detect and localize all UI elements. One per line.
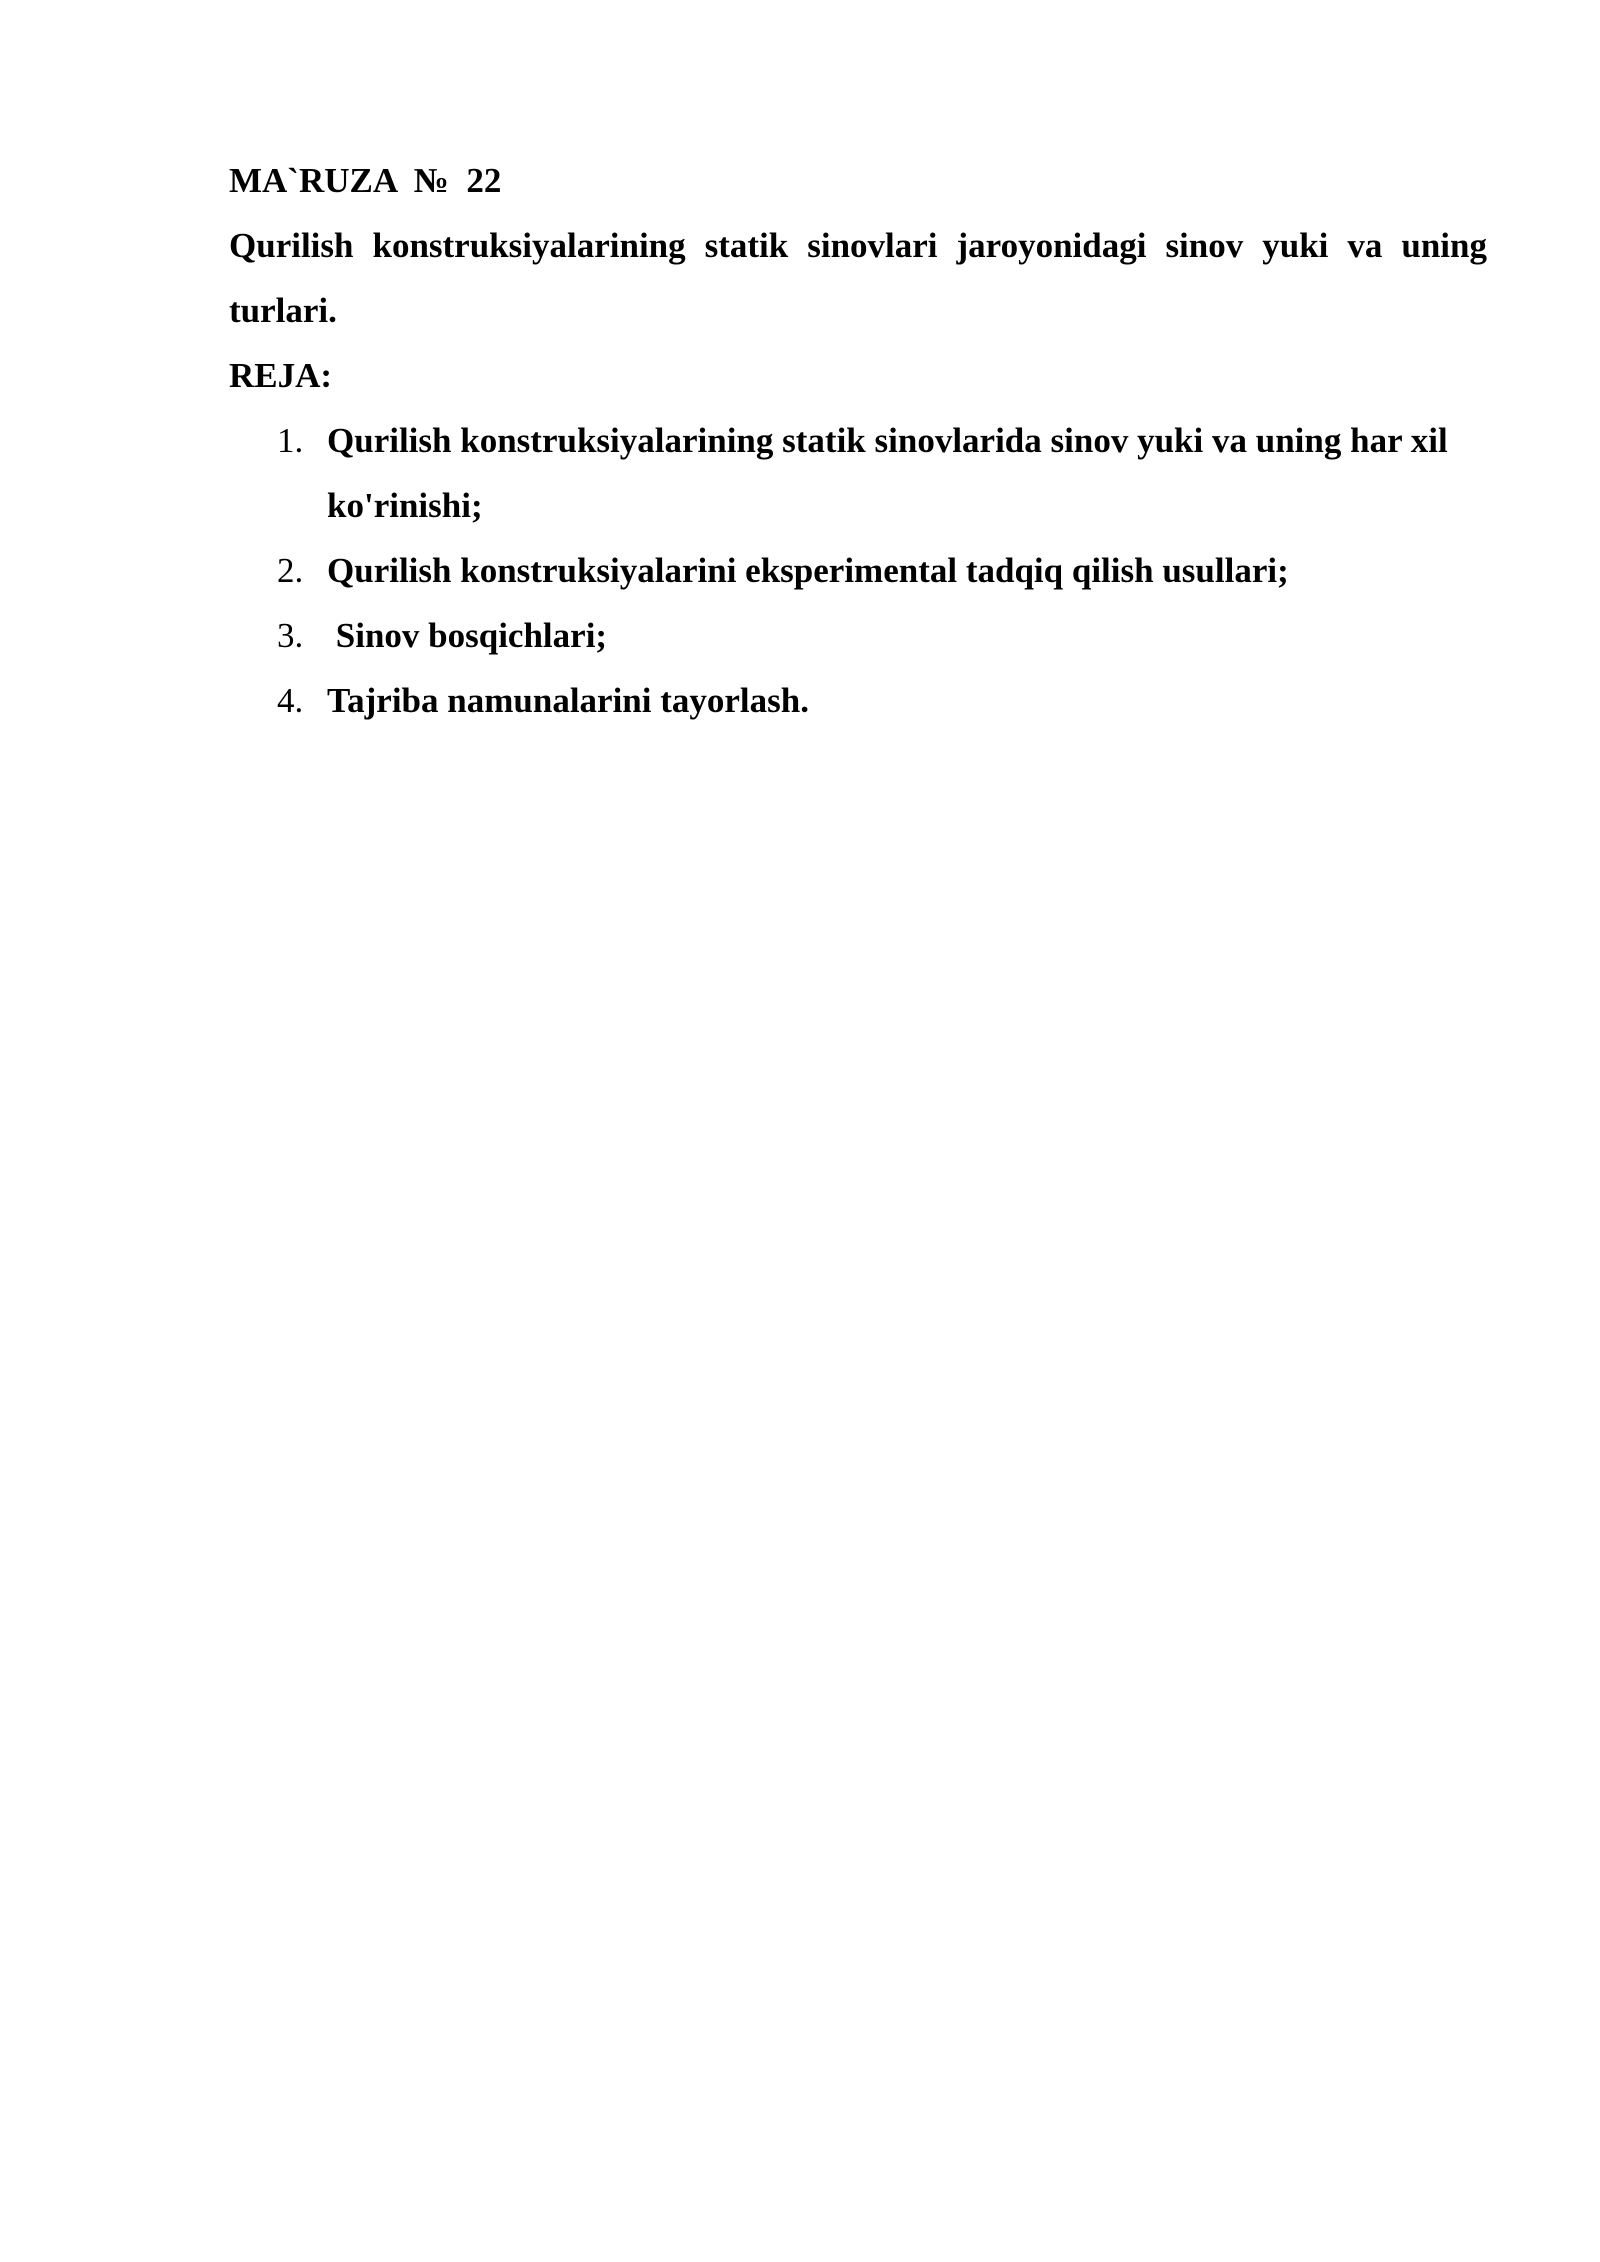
plan-item-number: 3.: [277, 616, 304, 655]
lecture-title: Qurilish konstruksiyalarining statik sinovlari jaroyonidagi sinov yuki va uning turlari.: [229, 226, 1487, 330]
plan-item-number: 2.: [277, 551, 304, 590]
plan-item-text: Sinov bosqichlari;: [327, 616, 608, 655]
plan-item-text: Tajriba namunalarini tayorlash.: [327, 681, 809, 720]
plan-list: [229, 408, 1487, 733]
plan-item-number: 4.: [277, 681, 304, 720]
plan-item-2: [229, 538, 1487, 603]
plan-item-text: Qurilish konstruksiyalarini eksperimental tadqiq qilish usullari;: [327, 551, 1289, 590]
plan-label: REJA:: [229, 356, 333, 395]
plan-item-4: [229, 668, 1487, 733]
plan-item-3: [229, 603, 1487, 668]
plan-item-1: [229, 408, 1487, 538]
plan-item-text: Qurilish konstruksiyalarining statik sinovlarida sinov yuki va uning har xil ko'rinishi;: [327, 421, 1448, 525]
plan-item-number: 1.: [277, 421, 304, 460]
lecture-heading: MA`RUZA № 22: [229, 161, 502, 200]
document-content: [229, 148, 1487, 733]
